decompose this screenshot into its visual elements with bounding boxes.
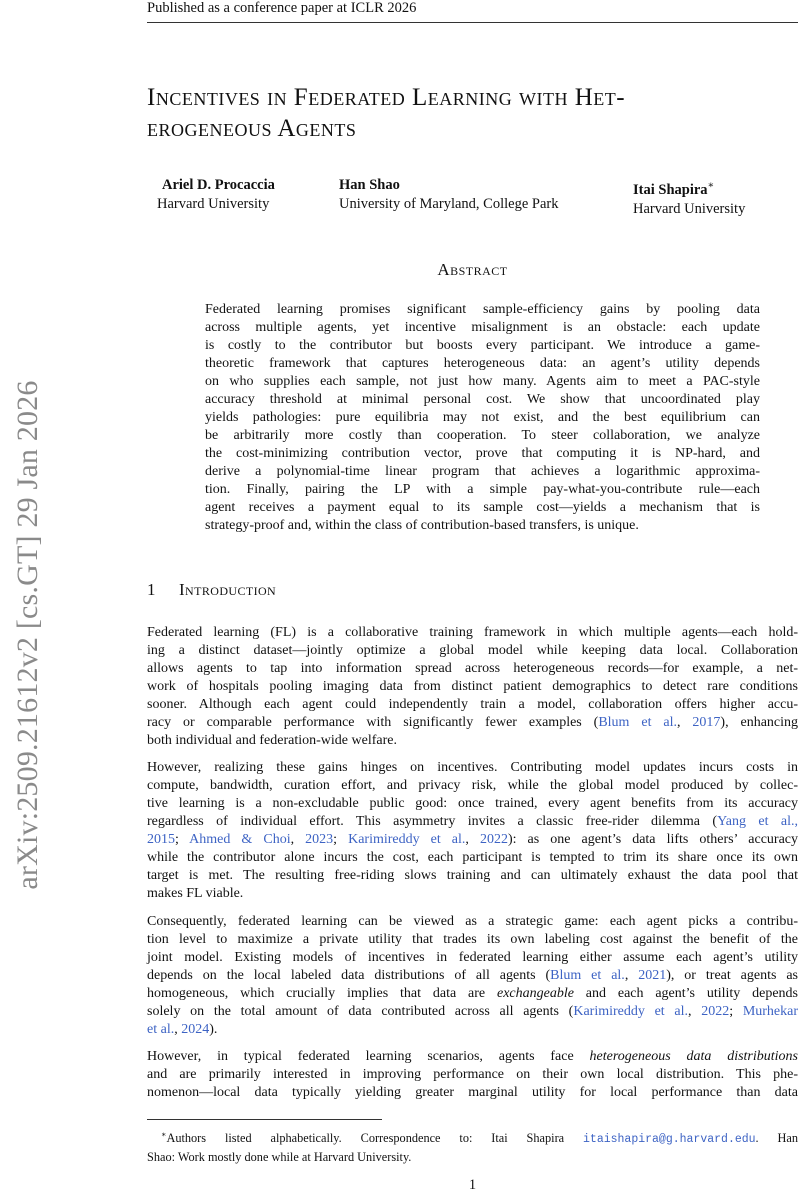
email-link[interactable]: itaishapira@g.harvard.edu (583, 1133, 756, 1147)
author-name: Ariel D. Procaccia (162, 177, 275, 193)
text-run: ), or treat agents as (666, 968, 798, 983)
abstract-heading: Abstract (437, 260, 508, 279)
text-line (147, 949, 798, 967)
citation-link[interactable]: 2017 (692, 715, 721, 730)
text-line (147, 714, 798, 732)
citation-link[interactable]: 2022 (701, 1004, 730, 1019)
text-run: theoretic framework that captures heterogeneous data: an agent’s utility depends (205, 356, 760, 371)
text-run: tive learning is a non-excludable public good: once trained, every agent benefits from its accuracy (147, 796, 798, 811)
emphasized-text: heterogeneous data distributions (589, 1049, 798, 1064)
text-run: target is met. The resulting free-riding slows training and can ultimately exhaust the data pool that (147, 868, 798, 883)
text-line (205, 517, 760, 535)
text-run: tion. Finally, pairing the LP with a simple pay-what-you-contribute rule—each (205, 482, 760, 497)
text-line (147, 985, 798, 1003)
text-run: on who supplies each sample, not just how many. Agents aim to meet a PAC-style (205, 374, 760, 389)
text-line (205, 373, 760, 391)
citation-link[interactable]: 2015 (147, 832, 175, 847)
title-line: Incentives in Federated Learning with Het- (147, 84, 626, 111)
text-line (147, 732, 798, 750)
text-run: derive a polynomial-time linear program that achieves a logarithmic approxima- (205, 464, 760, 479)
author-name: Itai Shapira (633, 181, 708, 198)
text-line (147, 931, 798, 949)
paragraph (147, 1048, 798, 1102)
text-run: and are primarily interested in improving performance on their own local distribution. This phe- (147, 1067, 798, 1082)
footnote-mark: ∗ (161, 1130, 167, 1139)
text-run: regardless of individual effort. This asymmetry invites a classic free-rider dilemma ( (147, 814, 718, 829)
citation-link[interactable]: et al. (147, 1022, 175, 1037)
text-run: the cost-minimizing contribution vector, prove that computing it is NP-hard, and (205, 446, 760, 461)
text-line (205, 445, 760, 463)
text-run: be arbitrarily more costly than cooperation. To steer collaboration, we analyze (205, 428, 760, 443)
text-run: nomenon—local data typically yielding greater marginal utility for local performance than data (147, 1085, 798, 1100)
text-run: sooner. Although each agent could independently train a model, collaboration offers higher accu- (147, 697, 798, 712)
title-line: erogeneous Agents (147, 115, 357, 142)
text-run: tion level to maximize a private utility that trades its own labeling cost against the benefit of the (147, 932, 798, 947)
text-run: yields pathologies: pure equilibria may not exist, and the best equilibrium can (205, 410, 760, 425)
paragraph (147, 624, 798, 750)
text-run: joint model. Existing models of incentives in federated learning either assume each agent’s utility (147, 950, 798, 965)
author-block (339, 176, 558, 214)
text-run: while the contributor alone incurs the cost, each participant is tempted to trim its share once its own (147, 850, 798, 865)
text-line (147, 1021, 798, 1039)
text-run: ing a distinct dataset—jointly optimize a global model while keeping data local. Collaboration (147, 643, 798, 658)
text-line (147, 642, 798, 660)
text-line (147, 849, 798, 867)
text-run: strategy-proof and, within the class of contribution-based transfers, is unique. (205, 518, 639, 533)
text-run: , (624, 968, 639, 983)
text-run: racy or comparable performance with significantly fewer examples ( (147, 715, 599, 730)
text-run: depends on the local labeled data distributions of all agents ( (147, 968, 551, 983)
text-line (205, 337, 760, 355)
text-line (205, 427, 760, 445)
text-run: However, in typical federated learning scenarios, agents face (147, 1049, 590, 1064)
text-line (147, 967, 798, 985)
text-line (205, 481, 760, 499)
page-number: 1 (468, 1177, 477, 1193)
citation-link[interactable]: Yang et al., (717, 814, 798, 829)
citation-link[interactable]: 2024 (181, 1022, 210, 1037)
citation-link[interactable]: Karimireddy et al. (573, 1004, 688, 1019)
footnote-divider (147, 1119, 382, 1120)
text-line (147, 1084, 798, 1102)
citation-link[interactable]: 2021 (638, 968, 667, 983)
text-line (205, 463, 760, 481)
text-line (147, 885, 798, 903)
abstract-text (205, 301, 760, 535)
citation-link[interactable]: Blum et al. (550, 968, 625, 983)
text-run: homogeneous, which crucially implies that data are (147, 986, 497, 1001)
text-run: ), enhancing (720, 715, 798, 730)
text-run: , (687, 1004, 702, 1019)
running-header: Published as a conference paper at ICLR 2026 (147, 0, 417, 16)
text-line (205, 319, 760, 337)
footnote-text: . Han (755, 1131, 798, 1146)
text-line (147, 867, 798, 885)
paper-title (147, 82, 798, 144)
text-line (147, 813, 798, 831)
text-line (147, 1048, 798, 1066)
citation-link[interactable]: 2023 (305, 832, 334, 847)
text-run: across multiple agents, yet incentive misalignment is an obstacle: each update (205, 320, 760, 335)
footnote (147, 1127, 798, 1165)
text-run: agent receives a payment equal to its sample cost—yields a mechanism that is (205, 500, 760, 515)
text-run: However, realizing these gains hinges on incentives. Contributing model updates incurs costs in (147, 760, 798, 775)
header-divider (147, 22, 798, 23)
citation-link[interactable]: Karimireddy et al. (348, 832, 466, 847)
text-run: , (465, 832, 480, 847)
text-run: , (174, 1022, 182, 1037)
text-run: both individual and federation-wide welfare. (147, 733, 397, 748)
citation-link[interactable]: Blum et al. (598, 715, 677, 730)
author-affiliation: Harvard University (633, 200, 746, 217)
text-run: is costly to the contributor but boosts every participant. We introduce a game- (205, 338, 760, 353)
citation-link[interactable]: Murhekar (742, 1004, 798, 1019)
emphasized-text: exchangeable (496, 986, 574, 1001)
section-number: 1 (147, 580, 156, 599)
text-line (147, 831, 798, 849)
text-run: and each agent’s utility depends (573, 986, 798, 1001)
text-line (205, 355, 760, 373)
text-line (147, 759, 798, 777)
text-run: , (290, 832, 306, 847)
footnote-mark: ∗ (707, 180, 715, 191)
author-block (633, 176, 745, 219)
author-affiliation: Harvard University (157, 196, 270, 212)
text-run: solely on the total amount of data contributed across all agents ( (147, 1004, 574, 1019)
text-run: Consequently, federated learning can be viewed as a strategic game: each agent picks a contribu- (147, 914, 798, 929)
text-run: work of hospitals pooling imaging data from distinct patient demographics to detect rare conditions (147, 679, 798, 694)
section-heading-introduction (147, 580, 276, 600)
text-line (147, 660, 798, 678)
text-line (147, 795, 798, 813)
text-line (147, 1066, 798, 1084)
text-line (205, 409, 760, 427)
text-line (147, 624, 798, 642)
text-run: ): as one agent’s data lifts others’ accuracy (507, 832, 798, 847)
text-run: , (676, 715, 693, 730)
text-run: accuracy threshold at minimal personal cost. We show that uncoordinated play (205, 392, 760, 407)
section-title: Introduction (179, 580, 277, 599)
arxiv-identifier-watermark: arXiv:2509.21612v2 [cs.GT] 29 Jan 2026 (11, 380, 44, 890)
text-line (147, 696, 798, 714)
text-run: ; (175, 832, 190, 847)
author-affiliation: University of Maryland, College Park (339, 196, 559, 212)
text-run: ; (333, 832, 349, 847)
text-line (205, 301, 760, 319)
text-run: allows agents to tap into information spread across heterogeneous records—for example, a net- (147, 661, 798, 676)
citation-link[interactable]: 2022 (479, 832, 508, 847)
citation-link[interactable]: Ahmed & Choi (189, 832, 291, 847)
text-line (205, 391, 760, 409)
text-run: ). (209, 1022, 218, 1037)
text-line (147, 913, 798, 931)
text-line (147, 678, 798, 696)
text-run: Federated learning promises significant sample-efficiency gains by pooling data (205, 302, 760, 317)
text-run: compute, bandwidth, curation effort, and privacy risk, while the global model produced by collec- (147, 778, 798, 793)
author-block (157, 176, 275, 214)
text-line (147, 777, 798, 795)
footnote-text: Shao: Work mostly done while at Harvard University. (147, 1149, 412, 1164)
paragraph (147, 913, 798, 1039)
text-run: Federated learning (FL) is a collaborative training framework in which multiple agents—each hold- (147, 625, 798, 640)
text-run: makes FL viable. (147, 886, 244, 901)
text-line (205, 499, 760, 517)
footnote-text: Authors listed alphabetically. Correspondence to: Itai Shapira (166, 1131, 584, 1146)
author-name: Han Shao (339, 177, 400, 193)
text-run: ; (729, 1004, 743, 1019)
text-line (147, 1003, 798, 1021)
paragraph (147, 759, 798, 903)
